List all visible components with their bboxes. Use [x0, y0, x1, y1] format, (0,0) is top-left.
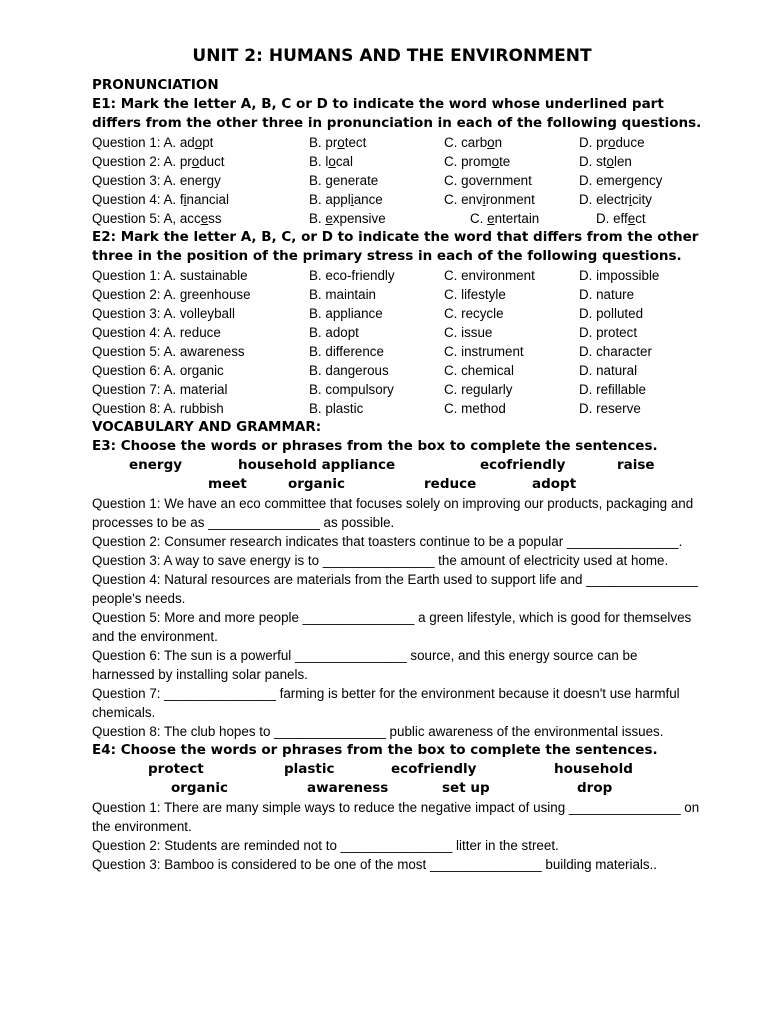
e2-option-b: B. dangerous [309, 363, 389, 378]
e2-option-c: C. method [444, 401, 506, 416]
e1-q1-option-a: Question 1: A. adopt [92, 135, 214, 150]
e3-box-word: household appliance [238, 457, 396, 473]
e1-question-row [92, 133, 702, 152]
e3-box-word: raise [617, 457, 655, 473]
e1-q3-option-d: D. emergency [579, 173, 663, 188]
e3-sentence: Question 4: Natural resources are materials from the Earth used to support life and _______________ people's needs. [92, 572, 698, 606]
e3-box-word: adopt [532, 476, 577, 492]
pronunciation-heading: PRONUNCIATION [92, 77, 219, 93]
e1-q4-option-d: D. electricity [579, 192, 652, 207]
e2-option-c: C. chemical [444, 363, 514, 378]
e1-q3-option-b: B. generate [309, 173, 379, 188]
e1-q3-option-a: Question 3: A. energy [92, 173, 221, 188]
e1-q4-option-c: C. environment [444, 192, 535, 207]
e4-sentence: Question 2: Students are reminded not to _______________ litter in the street. [92, 838, 559, 853]
e2-option-d: D. impossible [579, 268, 660, 283]
e1-q5-option-b: B. expensive [309, 211, 386, 226]
e2-option-d: D. character [579, 344, 652, 359]
vocab-heading: VOCABULARY AND GRAMMAR: [92, 419, 322, 435]
e3-word-box-row [92, 456, 702, 475]
e3-box-word: ecofriendly [480, 457, 566, 473]
e3-instruction: E3: Choose the words or phrases from the box to complete the sentences. [92, 438, 658, 454]
e2-option-a: Question 1: A. sustainable [92, 268, 248, 283]
e2-option-a: Question 3: A. volleyball [92, 306, 235, 321]
e3-sentence: Question 3: A way to save energy is to _______________ the amount of electricity used at home. [92, 553, 669, 568]
e2-instruction: E2: Mark the letter A, B, C, or D to indicate the word that differs from the other three in the position of the primary stress in each of the following questions. [92, 229, 699, 264]
e1-question-list [92, 133, 702, 228]
e1-q2-option-b: B. local [309, 154, 353, 169]
e3-sentence: Question 8: The club hopes to _______________ public awareness of the environmental issues. [92, 724, 664, 739]
e1-q2-option-a: Question 2: A. product [92, 154, 225, 169]
e2-option-b: B. eco-friendly [309, 268, 395, 283]
e2-option-d: D. polluted [579, 306, 644, 321]
e4-sentence: Question 3: Bamboo is considered to be one of the most _______________ building materials.. [92, 857, 658, 872]
e1-q1-option-c: C. carbon [444, 135, 503, 150]
e2-option-a: Question 5: A. awareness [92, 344, 245, 359]
e3-sentence: Question 7: _______________ farming is better for the environment because it doesn't use harmful chemicals. [92, 686, 680, 720]
e2-question-row [92, 266, 702, 285]
e4-sentence-list [92, 798, 702, 874]
e1-question-row [92, 152, 702, 171]
e2-option-d: D. refillable [579, 382, 646, 397]
e1-q1-option-d: D. produce [579, 135, 645, 150]
e4-box-word: plastic [284, 761, 335, 777]
e2-option-b: B. adopt [309, 325, 359, 340]
e1-instruction: E1: Mark the letter A, B, C or D to indicate the word whose underlined part differs from the other three in pronunciation in each of the following questions. [92, 96, 702, 131]
e4-word-box-row [92, 779, 702, 798]
e4-box-word: organic [171, 780, 228, 796]
e2-option-a: Question 6: A. organic [92, 363, 224, 378]
e3-box-word: reduce [424, 476, 477, 492]
e2-option-b: B. plastic [309, 401, 364, 416]
e2-question-row [92, 342, 702, 361]
e1-q1-option-b: B. protect [309, 135, 367, 150]
e2-option-a: Question 8: A. rubbish [92, 401, 224, 416]
e2-option-c: C. regularly [444, 382, 513, 397]
e1-question-row [92, 171, 702, 190]
e1-q4-option-a: Question 4: A. financial [92, 192, 229, 207]
e4-box-word: household [554, 761, 633, 777]
e1-q2-option-d: D. stolen [579, 154, 632, 169]
e1-q3-option-c: C. government [444, 173, 532, 188]
e1-q4-option-b: B. appliance [309, 192, 383, 207]
e4-word-box-row [92, 760, 702, 779]
e2-option-c: C. environment [444, 268, 535, 283]
e2-question-row [92, 361, 702, 380]
e2-option-d: D. natural [579, 363, 638, 378]
page-title: UNIT 2: HUMANS AND THE ENVIRONMENT [192, 46, 592, 66]
e2-option-b: B. maintain [309, 287, 376, 302]
e3-sentence: Question 6: The sun is a powerful _______________ source, and this energy source can be harnessed by installing solar panels. [92, 648, 638, 682]
e1-q5-option-c: C. entertain [470, 211, 540, 226]
e2-question-row [92, 285, 702, 304]
e3-sentence: Question 2: Consumer research indicates that toasters continue to be a popular _______________. [92, 534, 683, 549]
e2-option-d: D. nature [579, 287, 635, 302]
e1-q5-option-d: D. effect [596, 211, 646, 226]
e3-word-box-row [92, 475, 702, 494]
e2-question-row [92, 323, 702, 342]
e2-option-c: C. instrument [444, 344, 524, 359]
e2-option-c: C. lifestyle [444, 287, 506, 302]
e4-box-word: ecofriendly [391, 761, 477, 777]
e2-option-b: B. difference [309, 344, 384, 359]
e2-question-row [92, 399, 702, 418]
e1-question-row [92, 209, 702, 228]
e3-sentence: Question 5: More and more people _______________ a green lifestyle, which is good for themselves and the environment. [92, 610, 692, 644]
e2-option-a: Question 7: A. material [92, 382, 228, 397]
e2-option-c: C. issue [444, 325, 493, 340]
e2-option-c: C. recycle [444, 306, 504, 321]
e2-option-a: Question 4: A. reduce [92, 325, 221, 340]
e2-question-row [92, 380, 702, 399]
e2-option-d: D. reserve [579, 401, 641, 416]
e2-option-b: B. appliance [309, 306, 383, 321]
e4-box-word: awareness [307, 780, 389, 796]
e3-sentence-list [92, 494, 702, 741]
e1-question-row [92, 190, 702, 209]
e2-option-b: B. compulsory [309, 382, 394, 397]
e4-box-word: set up [442, 780, 490, 796]
e1-q2-option-c: C. promote [444, 154, 511, 169]
e3-sentence: Question 1: We have an eco committee that focuses solely on improving our products, packaging and processes to be as _______________ as possible. [92, 496, 694, 530]
e2-question-list [92, 266, 702, 418]
e2-question-row [92, 304, 702, 323]
e2-option-a: Question 2: A. greenhouse [92, 287, 251, 302]
e3-box-word: organic [288, 476, 345, 492]
e4-box-word: protect [148, 761, 204, 777]
e3-box-word: energy [129, 457, 183, 473]
e4-instruction: E4: Choose the words or phrases from the box to complete the sentences. [92, 742, 658, 758]
e3-box-word: meet [208, 476, 247, 492]
e2-option-d: D. protect [579, 325, 638, 340]
e4-sentence: Question 1: There are many simple ways to reduce the negative impact of using _______________ on the environment. [92, 800, 700, 834]
worksheet-page [92, 44, 702, 874]
e1-q5-option-a: Question 5: A, access [92, 211, 222, 226]
e4-box-word: drop [577, 780, 613, 796]
